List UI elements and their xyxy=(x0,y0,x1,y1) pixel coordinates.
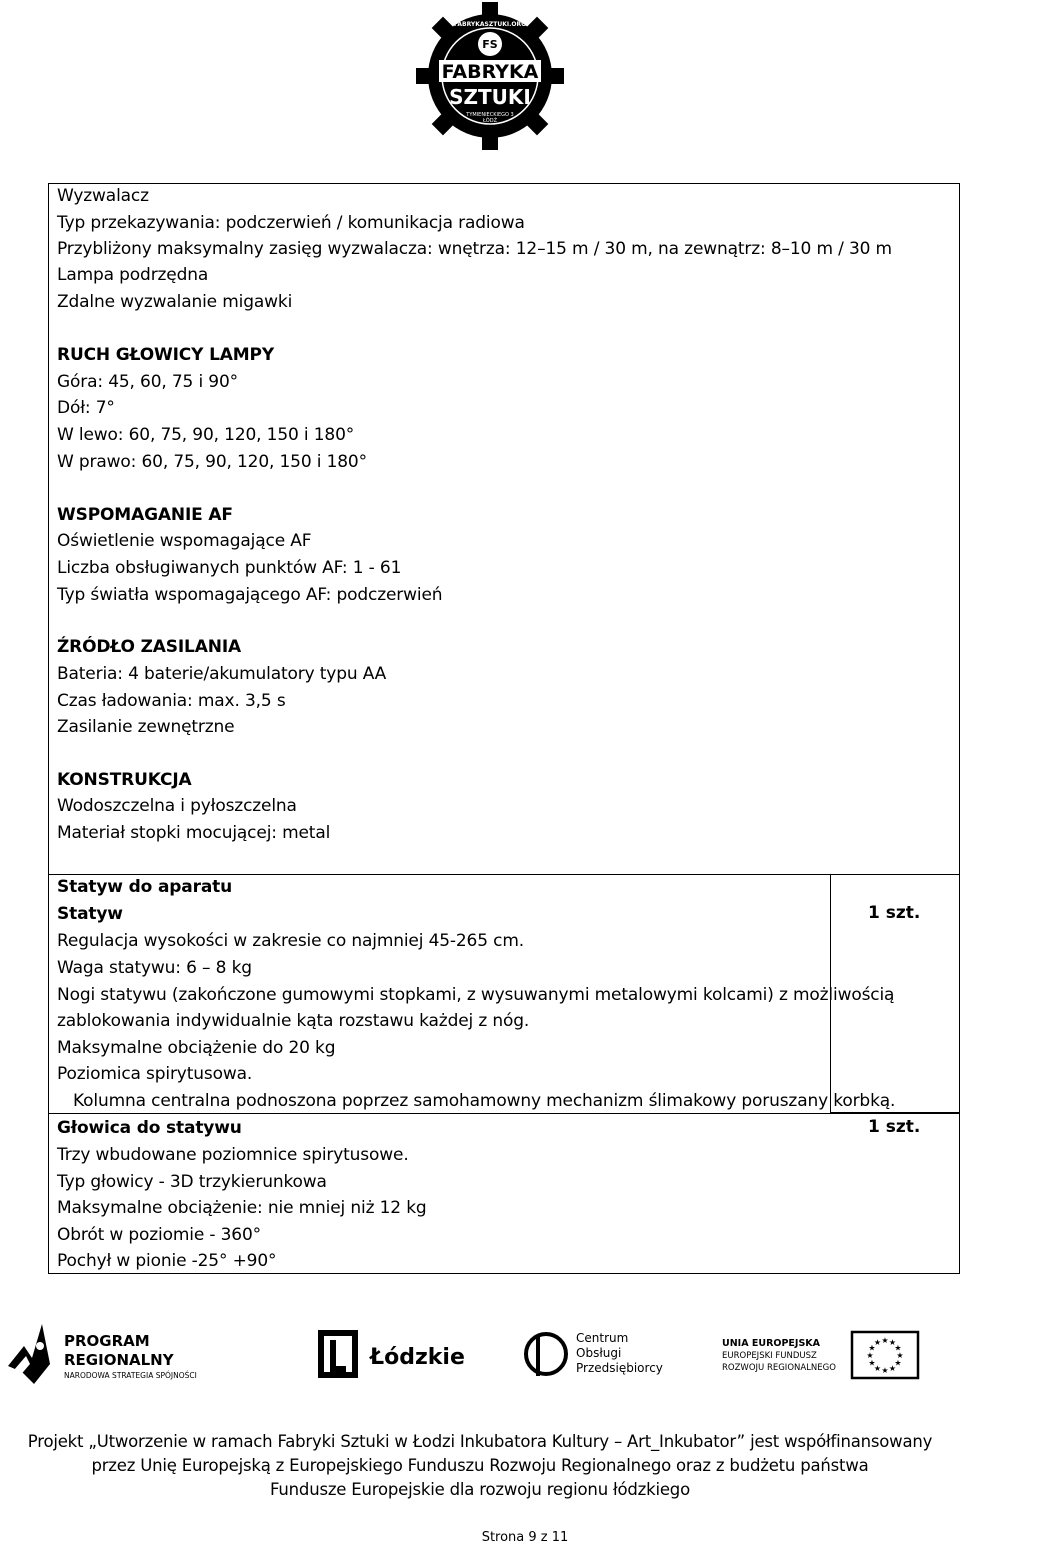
section-heading: ŹRÓDŁO ZASILANIA xyxy=(57,637,242,657)
tripod-section-title: Statyw do aparatu xyxy=(57,877,233,897)
program-text: PROGRAM xyxy=(64,1332,150,1350)
logo-address: TYMIENIECKIEGO 3 xyxy=(466,112,514,118)
spec-line: Wodoszczelna i pyłoszczelna xyxy=(57,796,297,816)
logo-city: ŁÓDŹ xyxy=(482,118,498,124)
eu-star-icon: ★ xyxy=(873,1338,882,1347)
eu-star-icon: ★ xyxy=(868,1358,876,1368)
eu-logo xyxy=(718,1318,924,1390)
tripod-item-name: Statyw xyxy=(57,904,123,924)
logo-ring-text: FABRYKASZTUKI.ORG xyxy=(454,21,526,28)
tripod-spec-line: Nogi statywu (zakończone gumowymi stopkami, z wysuwanymi metalowymi kolcami) z możliwością xyxy=(57,985,895,1005)
spec-line: Dół: 7° xyxy=(57,398,115,418)
strategia-text: NARODOWA STRATEGIA SPÓJNOŚCI xyxy=(64,1371,197,1380)
tripod-head-name: Głowica do statywu xyxy=(57,1118,242,1138)
head-spec-line: Pochył w pionie -25° +90° xyxy=(57,1251,277,1271)
fabryka-sztuki-logo xyxy=(417,0,563,152)
eu-line2: EUROPEJSKI FUNDUSZ xyxy=(722,1351,817,1361)
head-spec-line: Trzy wbudowane poziomnice spirytusowe. xyxy=(57,1145,409,1165)
spec-line: Zasilanie zewnętrzne xyxy=(57,717,235,737)
spec-line: W prawo: 60, 75, 90, 120, 150 i 180° xyxy=(57,452,367,472)
tripod-spec-line: Regulacja wysokości w zakresie co najmniej 45-265 cm. xyxy=(57,931,524,951)
eu-star-icon: ★ xyxy=(866,1351,874,1360)
spec-line: Typ przekazywania: podczerwień / komunikacja radiowa xyxy=(57,213,525,233)
head-spec-line: Obrót w poziomie - 360° xyxy=(57,1225,261,1245)
cop-logo xyxy=(524,1318,663,1390)
spec-line: Bateria: 4 baterie/akumulatory typu AA xyxy=(57,664,387,684)
section-heading: KONSTRUKCJA xyxy=(57,770,192,790)
tripod-spec-line: Maksymalne obciążenie do 20 kg xyxy=(57,1038,336,1058)
section-heading: WSPOMAGANIE AF xyxy=(57,505,233,525)
page-number: Strona 9 z 11 xyxy=(481,1530,569,1545)
lodzkie-text: Łódzkie xyxy=(370,1345,465,1370)
cop-line3: Przedsiębiorcy xyxy=(576,1361,663,1375)
spec-line: Lampa podrzędna xyxy=(57,265,209,285)
logo-initials: FS xyxy=(482,38,498,51)
footer-line-2: przez Unię Europejską z Europejskiego Funduszu Rozwoju Regionalnego oraz z budżetu państwa xyxy=(91,1456,869,1475)
cop-line1: Centrum xyxy=(576,1331,629,1345)
spec-line: Góra: 45, 60, 75 i 90° xyxy=(57,372,238,392)
spec-line: Czas ładowania: max. 3,5 s xyxy=(57,691,286,711)
eu-star-icon: ★ xyxy=(881,1336,889,1345)
tripod-item-qty: 1 szt. xyxy=(868,903,921,923)
footer-line-1: Projekt „Utworzenie w ramach Fabryki Sztuki w Łodzi Inkubatora Kultury – Art_Inkubator” jest współfinansowany xyxy=(27,1432,933,1451)
spec-line: Materiał stopki mocującej: metal xyxy=(57,823,331,843)
lodzkie-logo xyxy=(312,1318,465,1390)
spec-line: W lewo: 60, 75, 90, 120, 150 i 180° xyxy=(57,425,355,445)
spec-line: Przybliżony maksymalny zasięg wyzwalacza: wnętrza: 12–15 m / 30 m, na zewnątrz: 8–10 m / 30 m xyxy=(57,239,892,259)
footer-line-3: Fundusze Europejskie dla rozwoju regionu łódzkiego xyxy=(270,1480,690,1499)
tripod-spec-line: zablokowania indywidualnie kąta rozstawu każdej z nóg. xyxy=(57,1011,530,1031)
spec-line: Oświetlenie wspomagające AF xyxy=(57,531,312,551)
eu-star-icon: ★ xyxy=(894,1358,902,1368)
program-regionalny-logo xyxy=(4,1318,214,1390)
eu-star-icon: ★ xyxy=(894,1343,902,1353)
cop-line2: Obsługi xyxy=(576,1346,622,1360)
eu-star-icon: ★ xyxy=(881,1366,889,1375)
eu-star-icon: ★ xyxy=(888,1364,897,1373)
eu-star-icon: ★ xyxy=(868,1343,876,1353)
eu-star-icon: ★ xyxy=(896,1351,904,1360)
tripod-head-qty: 1 szt. xyxy=(868,1117,921,1137)
tripod-spec-line: Poziomica spirytusowa. xyxy=(57,1064,253,1084)
regionalny-text: REGIONALNY xyxy=(64,1351,174,1369)
row-divider xyxy=(48,1113,960,1114)
tripod-spec-line: Waga statywu: 6 – 8 kg xyxy=(57,958,252,978)
eu-line3: ROZWOJU REGIONALNEGO xyxy=(722,1363,836,1373)
spec-line: Zdalne wyzwalanie migawki xyxy=(57,292,293,312)
eu-line1: UNIA EUROPEJSKA xyxy=(722,1338,820,1349)
logo-fabryka: FABRYKA xyxy=(441,61,539,83)
head-spec-line: Maksymalne obciążenie: nie mniej niż 12 kg xyxy=(57,1198,427,1218)
eu-star-icon: ★ xyxy=(873,1364,882,1373)
logo-sztuki: SZTUKI xyxy=(449,85,531,109)
spec-line: Liczba obsługiwanych punktów AF: 1 - 61 xyxy=(57,558,402,578)
head-spec-line: Typ głowicy - 3D trzykierunkowa xyxy=(57,1172,327,1192)
section-heading: RUCH GŁOWICY LAMPY xyxy=(57,345,274,365)
spec-line: Typ światła wspomagającego AF: podczerwień xyxy=(57,585,443,605)
tripod-spec-line: Kolumna centralna podnoszona poprzez samohamowny mechanizm ślimakowy poruszany korbką. xyxy=(73,1091,896,1111)
spec-line: Wyzwalacz xyxy=(57,186,149,206)
eu-star-icon: ★ xyxy=(888,1338,897,1347)
